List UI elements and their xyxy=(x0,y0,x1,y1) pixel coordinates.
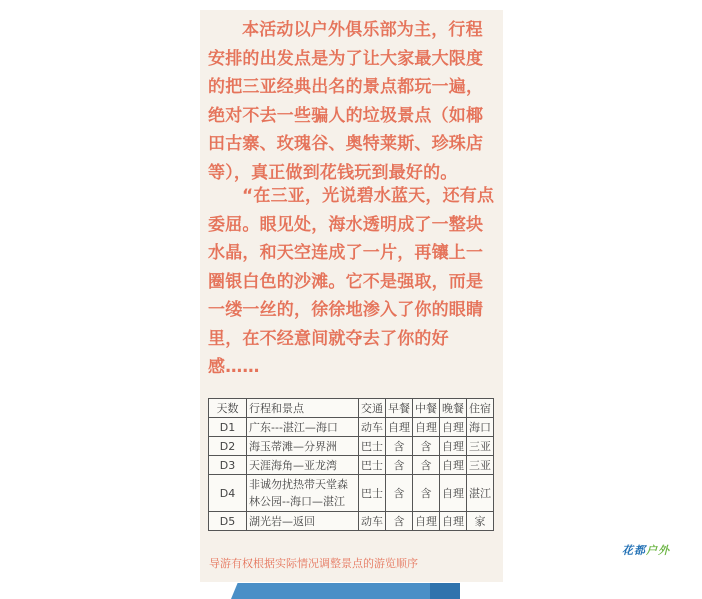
header-lodging: 住宿 xyxy=(467,399,494,418)
header-dinner: 晚餐 xyxy=(440,399,467,418)
route-cell: 天涯海角—亚龙湾 xyxy=(247,456,359,475)
brand-logo xyxy=(622,542,670,558)
lunch-cell: 含 xyxy=(413,475,440,512)
table-header-row xyxy=(209,399,494,418)
day-cell: D1 xyxy=(209,418,247,437)
dinner-cell: 自理 xyxy=(440,475,467,512)
lunch-cell: 含 xyxy=(413,437,440,456)
table-row xyxy=(209,475,494,512)
route-cell: 湖光岩—返回 xyxy=(247,512,359,531)
logo-text-part2: 户外 xyxy=(646,544,670,557)
decorative-stripe xyxy=(231,583,451,599)
header-breakfast: 早餐 xyxy=(386,399,413,418)
breakfast-cell: 自理 xyxy=(386,418,413,437)
header-route: 行程和景点 xyxy=(247,399,359,418)
lunch-cell: 含 xyxy=(413,456,440,475)
lodging-cell: 湛江 xyxy=(467,475,494,512)
lunch-cell: 自理 xyxy=(413,418,440,437)
day-cell: D4 xyxy=(209,475,247,512)
transport-cell: 巴士 xyxy=(359,437,386,456)
lunch-cell: 自理 xyxy=(413,512,440,531)
decorative-stripe-shadow xyxy=(430,583,460,599)
day-cell: D2 xyxy=(209,437,247,456)
header-lunch: 中餐 xyxy=(413,399,440,418)
lodging-cell: 三亚 xyxy=(467,437,494,456)
intro-text: 本活动以户外俱乐部为主，行程安排的出发点是为了让大家最大限度的把三亚经典出名的景点都玩一遍，绝对不去一些骗人的垃圾景点（如椰田古寨、玫瑰谷、奥特莱斯、珍珠店等），真正做到花钱玩到最好的。 xyxy=(208,20,484,183)
header-transport: 交通 xyxy=(359,399,386,418)
route-cell: 广东---湛江—海口 xyxy=(247,418,359,437)
lodging-cell: 家 xyxy=(467,512,494,531)
header-day: 天数 xyxy=(209,399,247,418)
route-cell: 海玉蒂滩—分界洲 xyxy=(247,437,359,456)
breakfast-cell: 含 xyxy=(386,456,413,475)
guide-note: 导游有权根据实际情况调整景点的游览顺序 xyxy=(209,557,418,570)
dinner-cell: 自理 xyxy=(440,456,467,475)
transport-cell: 动车 xyxy=(359,418,386,437)
quote-text: “在三亚，光说碧水蓝天，还有点委屈。眼见处，海水透明成了一整块水晶，和天空连成了一片，再镶上一圈银白色的沙滩。它不是强取，而是一缕一丝的，徐徐地渗入了你的眼睛里，在不经意间就夺去了你的好感…… xyxy=(208,186,495,377)
route-cell: 非诚勿扰热带天堂森林公园--海口—湛江 xyxy=(247,475,359,512)
day-cell: D3 xyxy=(209,456,247,475)
breakfast-cell: 含 xyxy=(386,512,413,531)
lodging-cell: 海口 xyxy=(467,418,494,437)
transport-cell: 巴士 xyxy=(359,456,386,475)
table-row xyxy=(209,437,494,456)
intro-paragraph xyxy=(208,16,498,187)
breakfast-cell: 含 xyxy=(386,475,413,512)
table-row xyxy=(209,418,494,437)
quote-paragraph xyxy=(208,182,498,382)
table-row xyxy=(209,456,494,475)
dinner-cell: 自理 xyxy=(440,437,467,456)
day-cell: D5 xyxy=(209,512,247,531)
logo-text-part1: 花都 xyxy=(622,544,646,557)
breakfast-cell: 含 xyxy=(386,437,413,456)
transport-cell: 动车 xyxy=(359,512,386,531)
itinerary-table xyxy=(208,398,494,531)
lodging-cell: 三亚 xyxy=(467,456,494,475)
table-row xyxy=(209,512,494,531)
dinner-cell: 自理 xyxy=(440,512,467,531)
transport-cell: 巴士 xyxy=(359,475,386,512)
dinner-cell: 自理 xyxy=(440,418,467,437)
